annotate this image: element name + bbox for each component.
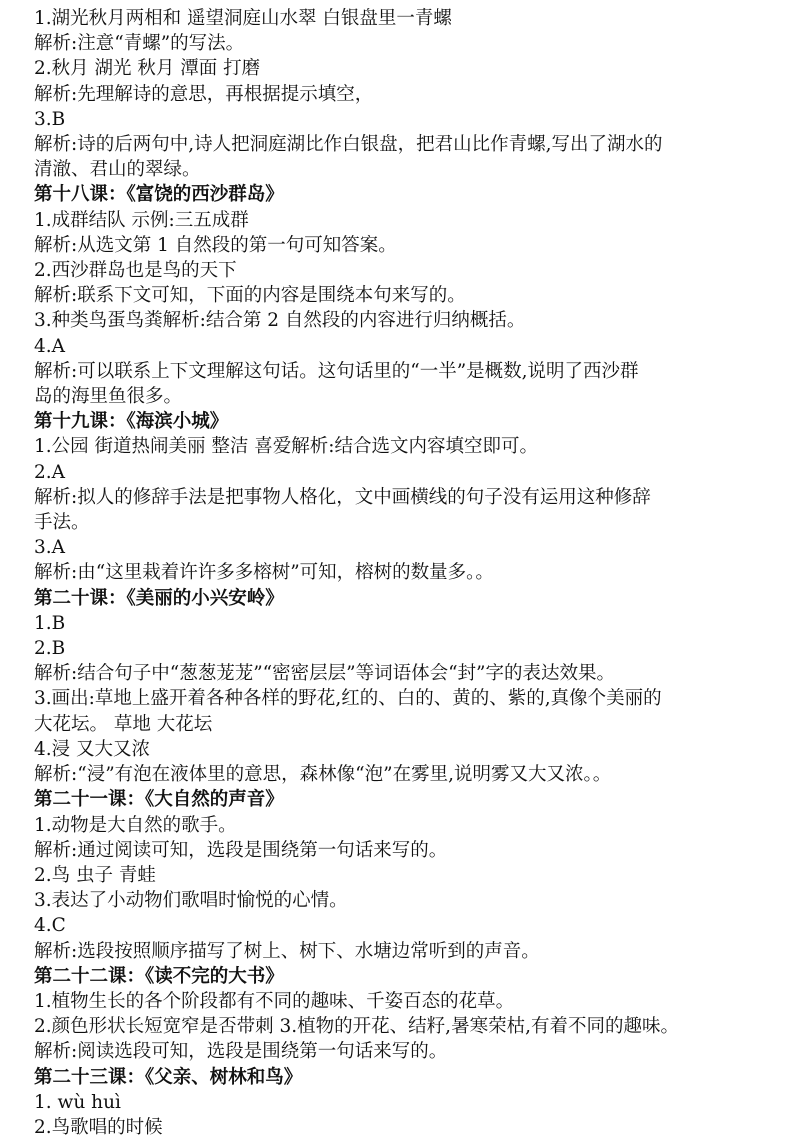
- text-line: 解析:由“这里栽着许许多多榕树”可知，榕树的数量多。。: [34, 562, 494, 584]
- text-line: 解析:从选文第 1 自然段的第一句可知答案。: [34, 234, 397, 256]
- text-line: 1.植物生长的各个阶段都有不同的趣味、千姿百态的花草。: [34, 990, 515, 1012]
- text-line: 解析:可以联系上下文理解这句话。这句话里的“一半”是概数,说明了西沙群: [34, 360, 639, 382]
- text-line: 解析:通过阅读可知，选段是围绕第一句话来写的。: [34, 839, 448, 861]
- text-line: 2.颜色形状长短宽窄是否带刺 3.植物的开花、结籽,暑寒荣枯,有着不同的趣味。: [34, 1016, 679, 1038]
- text-line: 解析:诗的后两句中,诗人把洞庭湖比作白银盘，把君山比作青螺,写出了湖水的: [34, 134, 663, 156]
- text-line: 3.A: [34, 537, 66, 559]
- text-line: 3.种类鸟蛋鸟粪解析:结合第 2 自然段的内容进行归纳概括。: [34, 310, 526, 332]
- text-line: 大花坛。 草地 大花坛: [34, 713, 213, 735]
- text-line: 3.表达了小动物们歌唱时愉悦的心情。: [34, 890, 348, 912]
- text-line: 4.A: [34, 335, 66, 357]
- lesson-heading: 第二十三课：《父亲、树林和鸟》: [34, 1066, 303, 1088]
- text-line: 1. wù huì: [34, 1091, 121, 1113]
- lesson-heading: 第十九课：《海滨小城》: [34, 411, 229, 433]
- text-line: 解析:注意“青螺”的写法。: [34, 33, 245, 55]
- text-line: 2.鸟歌唱的时候: [34, 1116, 163, 1138]
- text-line: 3.画出:草地上盛开着各种各样的野花,红的、白的、黄的、紫的,真像个美丽的: [34, 688, 662, 710]
- lesson-heading: 第二十一课：《大自然的声音》: [34, 789, 284, 811]
- text-line: 2.A: [34, 461, 66, 483]
- text-line: 1.动物是大自然的歌手。: [34, 814, 237, 836]
- text-line: 2.鸟 虫子 青蛙: [34, 864, 156, 886]
- lesson-heading: 第二十二课：《读不完的大书》: [34, 965, 284, 987]
- text-line: 解析:选段按照顺序描写了树上、树下、水塘边常听到的声音。: [34, 940, 540, 962]
- text-line: 清澈、君山的翠绿。: [34, 159, 201, 181]
- text-line: 1.公园 街道热闹美丽 整洁 喜爱解析:结合选文内容填空即可。: [34, 436, 539, 458]
- lesson-heading: 第二十课：《美丽的小兴安岭》: [34, 587, 284, 609]
- text-line: 解析:结合句子中“葱葱茏茏”“密密层层”等词语体会“封”字的表达效果。: [34, 663, 615, 685]
- text-line: 2.B: [34, 638, 66, 660]
- text-line: 1.B: [34, 612, 66, 634]
- text-line: 解析:先理解诗的意思，再根据提示填空，: [34, 83, 374, 105]
- lesson-heading: 第十八课：《富饶的西沙群岛》: [34, 184, 284, 206]
- text-line: 1.成群结队 示例:三五成群: [34, 209, 249, 231]
- text-line: 解析:阅读选段可知，选段是围绕第一句话来写的。: [34, 1041, 448, 1063]
- text-line: 解析:联系下文可知，下面的内容是围绕本句来写的。: [34, 285, 466, 307]
- text-line: 解析:拟人的修辞手法是把事物人格化，文中画横线的句子没有运用这种修辞: [34, 486, 651, 508]
- text-line: 岛的海里鱼很多。: [34, 386, 183, 408]
- text-line: 1.湖光秋月两相和 遥望洞庭山水翠 白银盘里一青螺: [34, 8, 452, 29]
- text-line: 2.西沙群岛也是鸟的天下: [34, 260, 237, 282]
- text-line: 4.浸 又大又浓: [34, 738, 151, 760]
- text-line: 2.秋月 湖光 秋月 潭面 打磨: [34, 58, 261, 80]
- text-line: 手法。: [34, 512, 90, 534]
- text-line: 3.B: [34, 108, 66, 130]
- text-line: 4.C: [34, 915, 66, 937]
- text-line: 解析:“浸”有泡在液体里的意思，森林像“泡”在雾里,说明雾又大又浓。。: [34, 764, 612, 786]
